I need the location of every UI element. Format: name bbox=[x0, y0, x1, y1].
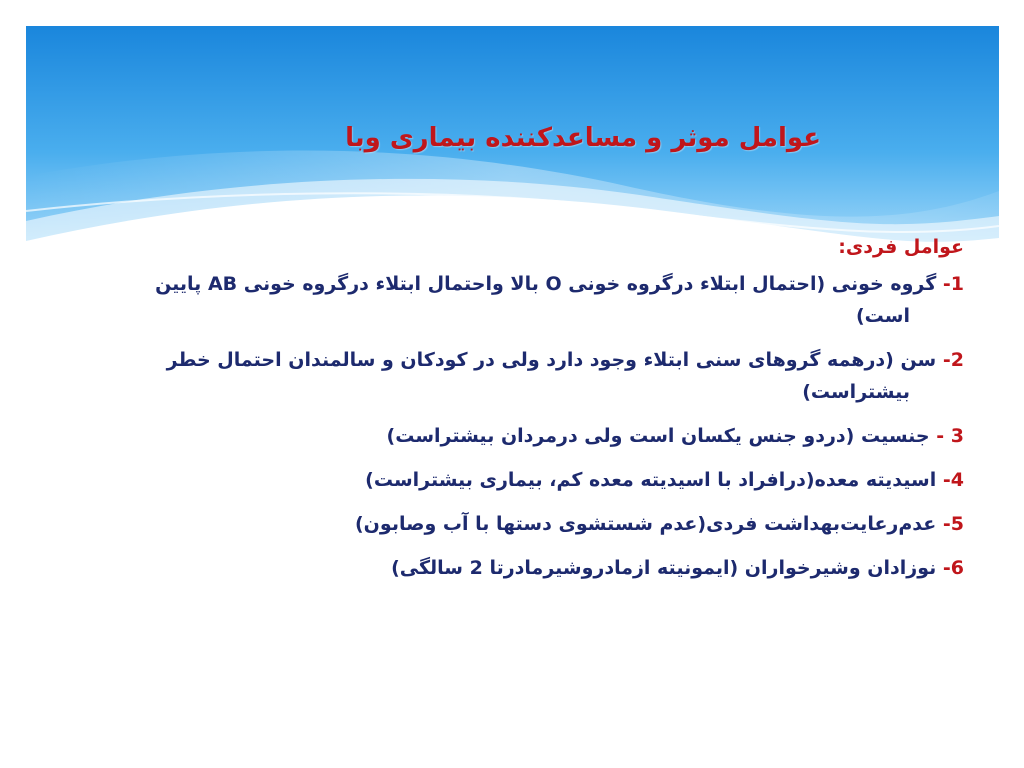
item-text: جنسیت (دردو جنس یکسان است ولی درمردان بیشتراست) bbox=[386, 425, 930, 447]
list-item-5 bbox=[28, 508, 964, 540]
list-item-6 bbox=[28, 552, 964, 584]
section-heading: عوامل فردی: bbox=[838, 236, 964, 258]
slide-title: عوامل موثر و مساعدکننده بیماری وبا bbox=[345, 123, 821, 153]
item-text: عدم‌رعایت‌بهداشت فردی(عدم شستشوی دستها با آب وصابون) bbox=[355, 513, 937, 535]
item-text: نوزادان وشیرخواران (ایمونیته ازمادروشیرمادرتا 2 سالگی) bbox=[391, 557, 937, 579]
item-text: سن (درهمه گروهای سنی ابتلاء وجود دارد ولی در کودکان و سالمندان احتمال خطر bbox=[166, 349, 937, 371]
item-number: 5- bbox=[942, 513, 964, 535]
item-number: 6- bbox=[942, 557, 964, 579]
item-text: اسیدیته معده(درافراد با اسیدیته معده کم، بیماری بیشتراست) bbox=[365, 469, 937, 491]
list-item-4 bbox=[28, 464, 964, 496]
item-number: 3 - bbox=[936, 425, 964, 447]
item-number: 2- bbox=[942, 349, 964, 371]
item-number: 1- bbox=[942, 273, 964, 295]
content-body bbox=[28, 232, 964, 596]
list-item-3 bbox=[28, 420, 964, 452]
item-text: گروه خونی (احتمال ابتلاء درگروه خونی O بالا واحتمال ابتلاء درگروه خونی AB پایین bbox=[155, 273, 937, 295]
list-item-2 bbox=[28, 344, 964, 408]
item-continuation: بیشتراست) bbox=[802, 381, 910, 403]
item-number: 4- bbox=[942, 469, 964, 491]
list-item-1 bbox=[28, 268, 964, 332]
item-continuation: است) bbox=[856, 305, 910, 327]
